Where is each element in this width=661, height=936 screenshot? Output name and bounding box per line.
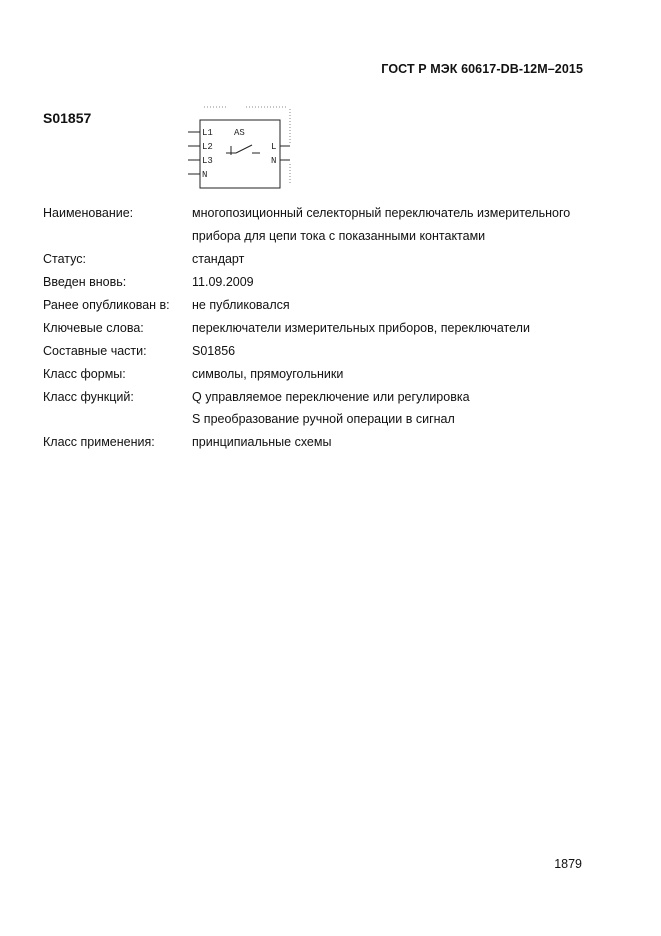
switch-contact-icon <box>226 145 260 155</box>
attribute-values <box>192 388 613 430</box>
attribute-value: S01856 <box>192 343 236 358</box>
attribute-row <box>43 342 613 361</box>
attribute-values <box>192 365 613 384</box>
block-label: AS <box>234 128 245 138</box>
dotted-frame <box>204 107 290 184</box>
attribute-label: Составные части: <box>43 343 147 358</box>
attribute-values <box>192 433 613 452</box>
attribute-row <box>43 273 613 292</box>
attribute-value: прибора для цепи тока с показанными контактами <box>192 228 486 243</box>
attribute-row <box>43 296 613 315</box>
attribute-value: S преобразование ручной операции в сигнал <box>192 412 455 426</box>
attribute-row <box>43 365 613 384</box>
attribute-label: Наименование: <box>43 206 134 220</box>
attribute-row <box>43 319 613 338</box>
symbol-code: S01857 <box>43 110 92 126</box>
attribute-value: стандарт <box>192 251 245 266</box>
attribute-values <box>192 204 613 246</box>
attribute-values <box>192 273 613 292</box>
attribute-label: Класс функций: <box>43 389 134 404</box>
attribute-label: Ранее опубликован в: <box>43 297 170 312</box>
pin-label-l-right: L <box>271 142 277 152</box>
attribute-value: не публиковался <box>192 297 290 312</box>
pin-label-l3: L3 <box>202 156 213 166</box>
pin-label-l2: L2 <box>202 142 213 152</box>
attribute-value: многопозиционный селекторный переключатель измерительного <box>192 206 571 220</box>
page-number: 1879 <box>554 857 582 871</box>
attributes-table <box>43 204 613 456</box>
attribute-values <box>192 319 613 338</box>
attribute-values <box>192 342 613 361</box>
left-leads <box>188 132 200 174</box>
attribute-label: Ключевые слова: <box>43 320 144 335</box>
attribute-row <box>43 204 613 246</box>
attribute-label: Статус: <box>43 251 86 266</box>
attribute-value: символы, прямоугольники <box>192 366 344 381</box>
pin-label-n-left: N <box>202 170 208 180</box>
right-leads <box>280 146 290 160</box>
attribute-values <box>192 296 613 315</box>
attribute-value: принципиальные схемы <box>192 435 332 449</box>
attribute-row <box>43 250 613 269</box>
attribute-row <box>43 388 613 430</box>
attribute-label: Класс формы: <box>43 366 126 381</box>
attribute-value: переключатели измерительных приборов, переключатели <box>192 320 530 335</box>
switch-symbol-diagram <box>186 104 298 196</box>
attribute-value: 11.09.2009 <box>192 274 254 289</box>
document-header: ГОСТ Р МЭК 60617-DB-12M–2015 <box>381 62 583 76</box>
attribute-label: Введен вновь: <box>43 274 127 289</box>
attribute-label: Класс применения: <box>43 435 155 449</box>
attribute-value: Q управляемое переключение или регулировка <box>192 389 470 404</box>
pin-label-l1: L1 <box>202 128 213 138</box>
pin-label-n-right: N <box>271 156 277 166</box>
attribute-values <box>192 250 613 269</box>
attribute-row <box>43 433 613 452</box>
